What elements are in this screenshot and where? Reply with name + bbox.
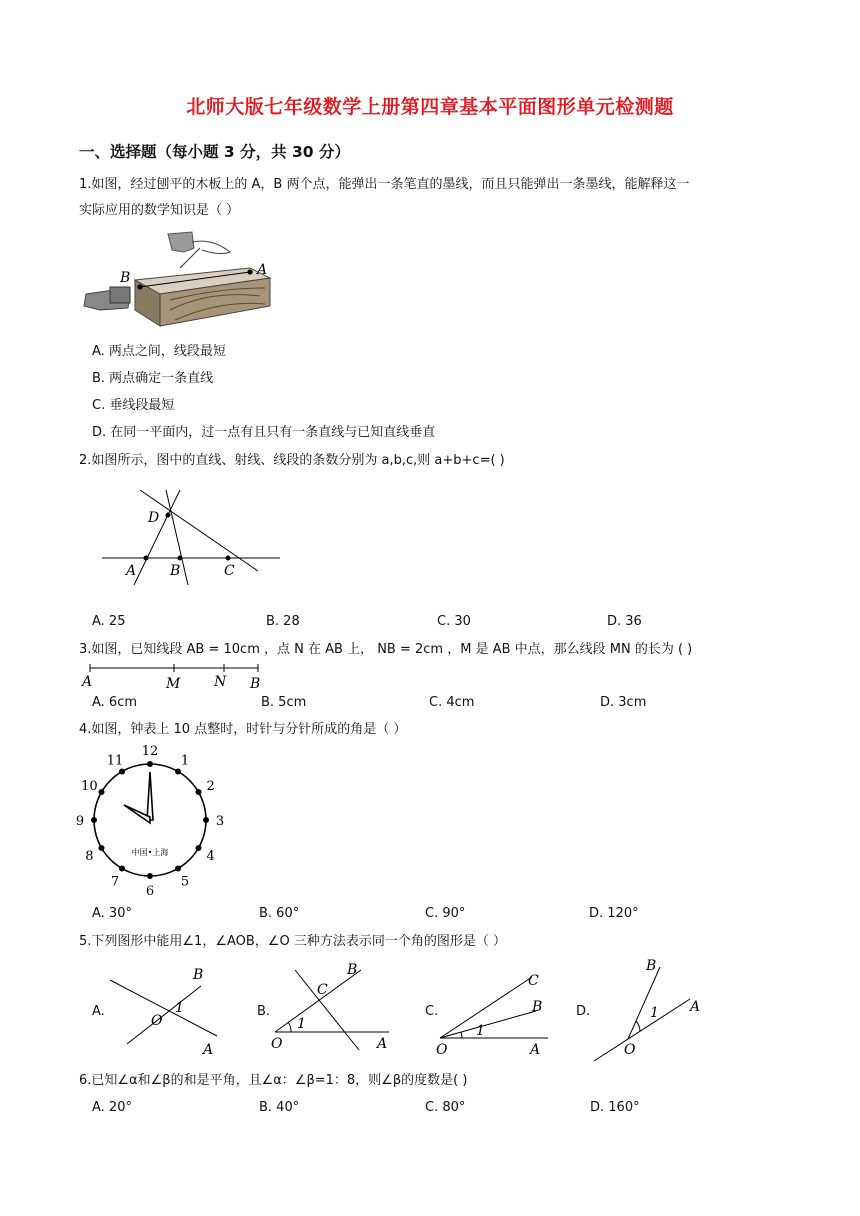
q4-clock-number: 4 [206,849,215,864]
q2-option-b: B. 28 [266,614,300,629]
q1-option-c: C. 垂线段最短 [92,398,175,413]
q5-figure-d [588,955,718,1070]
q5-stem: 5.下列图形中能用∠1，∠AOB，∠O 三种方法表示同一个角的图形是（ ） [79,934,506,949]
q3-point-a-label: A [82,674,93,690]
q5d-label-b: B [646,958,657,974]
q1-stem-line2: 实际应用的数学知识是（ ） [79,203,240,218]
q3-option-b: B. 5cm [261,695,307,710]
q4-clock-tick [175,769,181,775]
q4-clock-number: 9 [75,814,85,829]
q6-stem: 6.已知∠α和∠β的和是平角，且∠α：∠β=1：8，则∠β的度数是( ) [79,1073,468,1088]
q4-clock-number: 7 [110,874,120,890]
q4-clock-number: 11 [106,753,124,769]
q5a-label-1: 1 [175,1000,184,1016]
q1-point-a-label: A [257,262,268,278]
q5d-label-1: 1 [650,1005,659,1021]
q4-option-d: D. 120° [589,906,639,921]
q5-option-a-letter: A. [92,1004,105,1019]
q5c-label-a: A [530,1042,541,1058]
q5d-label-o: O [624,1042,636,1058]
q4-option-b: B. 60° [259,906,300,921]
q3-stem: 3.如图，已知线段 AB = 10cm ，点 N 在 AB 上， NB = 2cm ，M 是 AB 中点，那么线段 MN 的长为 ( ) [79,642,693,657]
q4-clock-brand: 中国•上海 [131,848,169,857]
q6-option-c: C. 80° [425,1100,466,1115]
q2-figure-lines [100,485,290,585]
q1-figure-plank [80,230,280,330]
q2-point-c-label: C [224,563,235,579]
q4-figure-clock [75,744,225,899]
q4-clock-tick [99,789,105,795]
q4-stem: 4.如图，钟表上 10 点整时，时针与分针所成的角是（ ） [79,722,407,737]
q4-clock-tick [203,817,209,823]
section-heading: 一、选择题（每小题 3 分，共 30 分） [79,143,350,161]
q3-option-a: A. 6cm [92,695,138,710]
q4-option-a: A. 30° [92,906,132,921]
q4-clock-number: 6 [145,884,155,899]
q2-stem: 2.如图所示，图中的直线、射线、线段的条数分别为 a,b,c,则 a+b+c=( ) [79,453,505,468]
q6-option-d: D. 160° [590,1100,640,1115]
q6-option-a: A. 20° [92,1100,132,1115]
q5c-label-1: 1 [476,1023,485,1039]
q4-clock-tick [147,873,153,879]
worksheet-title: 北师大版七年级数学上册第四章基本平面图形单元检测题 [186,96,674,118]
q4-clock-number: 10 [81,779,98,794]
q3-point-b-label: B [250,676,261,692]
q2-point-b-label: B [170,563,181,579]
q3-figure-segment [80,660,270,690]
q5-option-d-letter: D. [576,1004,591,1019]
q5c-label-o: O [436,1042,448,1058]
q5a-label-o: O [151,1013,163,1029]
q5-figure-c [432,965,562,1060]
q6-option-b: B. 40° [259,1100,300,1115]
q4-clock-minute-hand [147,772,153,820]
q4-clock-tick [119,769,125,775]
q5-figure-b [265,960,405,1060]
q4-clock-tick [195,789,201,795]
q5b-label-1: 1 [297,1016,306,1032]
q1-option-b: B. 两点确定一条直线 [92,371,214,386]
q5b-label-o: O [271,1036,283,1052]
q4-clock-number: 3 [215,814,225,829]
q2-option-d: D. 36 [607,614,642,629]
q5d-label-a: A [690,999,701,1015]
q4-clock-hour-hand [124,805,150,823]
q3-point-n-label: N [214,674,227,690]
q5-figure-a [105,962,235,1062]
q4-clock-tick [99,845,105,851]
q4-clock-number: 8 [85,849,94,864]
q2-option-a: A. 25 [92,614,126,629]
q2-option-c: C. 30 [437,614,471,629]
q1-option-d: D. 在同一平面内，过一点有且只有一条直线与已知直线垂直 [92,425,436,440]
q5-option-c-letter: C. [425,1004,439,1019]
q5a-label-a: A [203,1042,214,1058]
q4-option-c: C. 90° [425,906,466,921]
q1-option-a: A. 两点之间，线段最短 [92,344,226,359]
q5-option-b-letter: B. [257,1004,271,1019]
q4-clock-tick [147,761,153,767]
q3-option-c: C. 4cm [429,695,475,710]
q5c-label-c: C [528,973,539,989]
q4-clock-tick [119,865,125,871]
q5b-label-c: C [317,982,328,998]
q4-clock-number: 5 [180,874,190,890]
q4-clock-tick [91,817,97,823]
q4-clock-tick [195,845,201,851]
q4-clock-number: 1 [180,753,190,769]
q5b-label-b: B [347,962,358,978]
q2-point-a-label: A [126,563,137,579]
q5b-label-a: A [377,1036,388,1052]
q4-clock-number: 12 [141,744,159,759]
q3-option-d: D. 3cm [600,695,647,710]
q3-point-m-label: M [166,676,181,692]
q4-clock-number: 2 [206,779,215,794]
q4-clock-tick [175,865,181,871]
q5a-label-b: B [193,967,204,983]
q5c-label-b: B [532,999,543,1015]
q2-point-d-label: D [148,510,160,526]
q1-point-b-label: B [120,270,131,286]
q1-stem-line1: 1.如图，经过刨平的木板上的 A，B 两个点，能弹出一条笔直的墨线，而且只能弹出一条墨线，能解释这一 [79,177,690,192]
